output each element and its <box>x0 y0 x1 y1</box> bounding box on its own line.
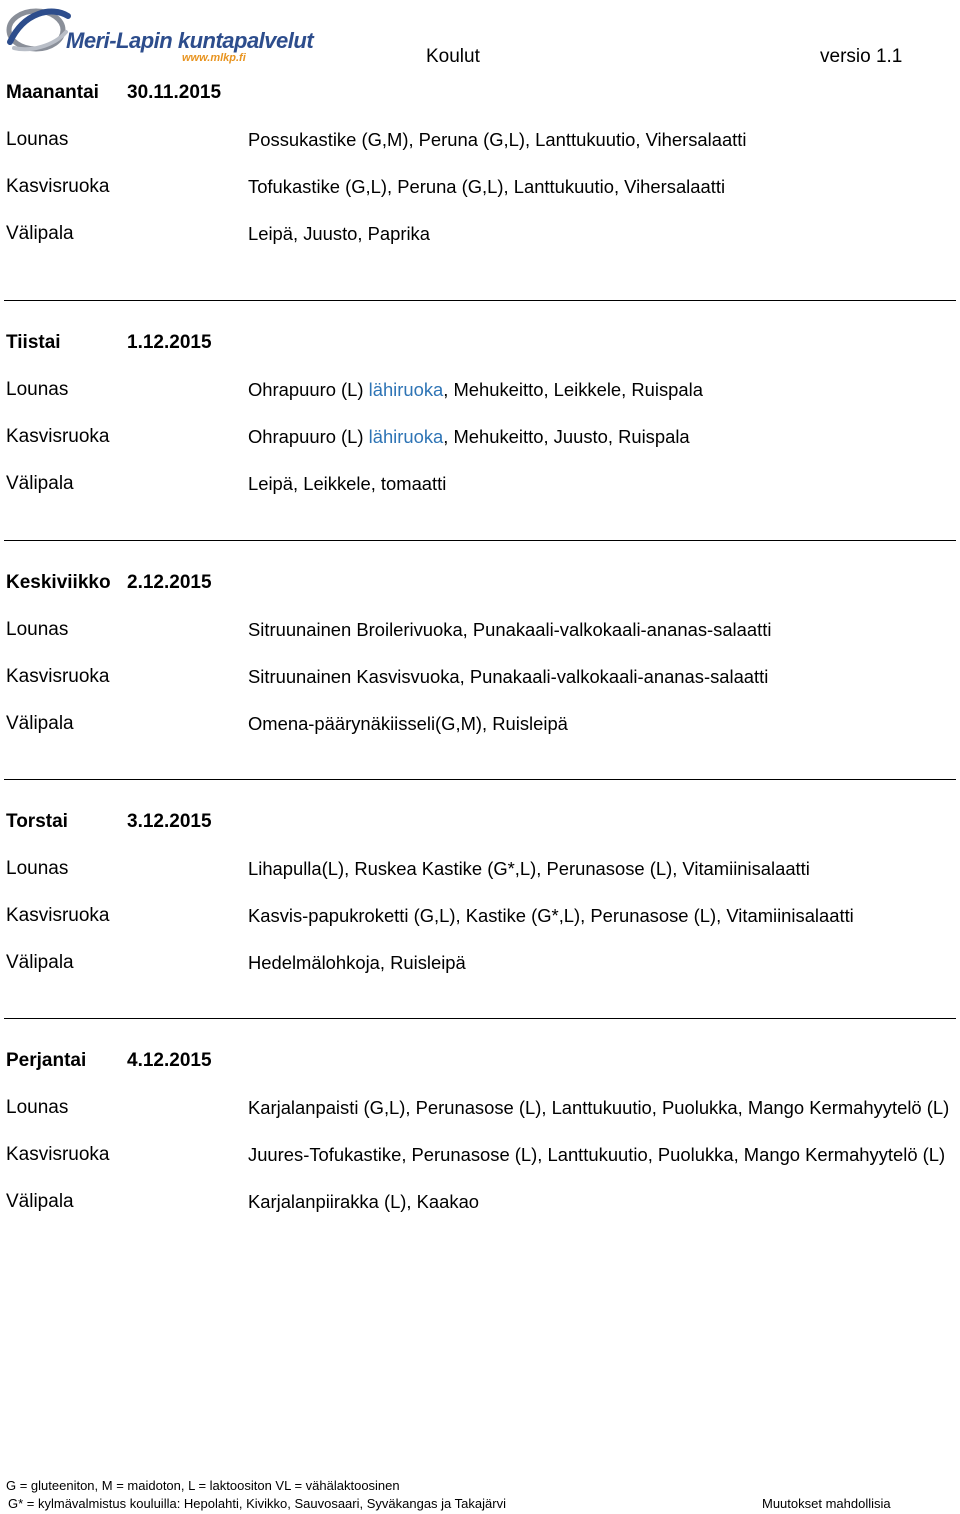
cold-prep-note: G* = kylmävalmistus kouluilla: Hepolahti, Kivikko, Sauvosaari, Syväkangas ja Takajärvi <box>8 1496 506 1511</box>
meal-label-lunch: Lounas <box>6 858 69 879</box>
divider <box>4 779 956 780</box>
day-name: Keskiviikko <box>6 572 111 593</box>
meal-label-lunch: Lounas <box>6 129 69 150</box>
meal-label-lunch: Lounas <box>6 1097 69 1118</box>
meal-menu-lunch: Karjalanpaisti (G,L), Perunasose (L), Lanttukuutio, Puolukka, Mango Kermahyytelö (L) <box>248 1097 950 1118</box>
logo-text: Meri-Lapin kuntapalvelut <box>66 28 314 53</box>
meal-label-vegetarian: Kasvisruoka <box>6 1144 110 1165</box>
meal-menu-lunch: Ohrapuuro (L) lähiruoka, Mehukeitto, Leikkele, Ruispala <box>248 379 703 400</box>
divider <box>4 540 956 541</box>
meal-menu-snack: Leipä, Leikkele, tomaatti <box>248 473 447 494</box>
allergen-legend: G = gluteeniton, M = maidoton, L = laktoositon VL = vähälaktoosinen <box>6 1478 400 1493</box>
company-logo <box>4 2 314 68</box>
day-date: 4.12.2015 <box>127 1050 212 1071</box>
meal-menu-snack: Hedelmälohkoja, Ruisleipä <box>248 952 466 973</box>
meal-label-vegetarian: Kasvisruoka <box>6 666 110 687</box>
day-date: 30.11.2015 <box>127 82 222 103</box>
version-label: versio 1.1 <box>820 46 903 67</box>
meal-label-vegetarian: Kasvisruoka <box>6 426 110 447</box>
meal-label-lunch: Lounas <box>6 379 69 400</box>
day-name: Maanantai <box>6 82 99 103</box>
day-name: Tiistai <box>6 332 61 353</box>
meal-menu-vegetarian: Ohrapuuro (L) lähiruoka, Mehukeitto, Juusto, Ruispala <box>248 426 690 447</box>
school-type-label: Koulut <box>426 46 480 67</box>
local-food-tag: lähiruoka <box>368 426 444 447</box>
changes-note: Muutokset mahdollisia <box>762 1496 891 1511</box>
day-date: 1.12.2015 <box>127 332 212 353</box>
meal-menu-snack: Leipä, Juusto, Paprika <box>248 223 430 244</box>
meal-menu-lunch: Sitruunainen Broilerivuoka, Punakaali-valkokaali-ananas-salaatti <box>248 619 772 640</box>
meal-label-vegetarian: Kasvisruoka <box>6 905 110 926</box>
meal-menu-snack: Omena-päärynäkiisseli(G,M), Ruisleipä <box>248 713 568 734</box>
day-name: Torstai <box>6 811 68 832</box>
day-date: 3.12.2015 <box>127 811 212 832</box>
meal-label-lunch: Lounas <box>6 619 69 640</box>
meal-label-snack: Välipala <box>6 713 74 734</box>
day-name: Perjantai <box>6 1050 87 1071</box>
meal-menu-vegetarian: Sitruunainen Kasvisvuoka, Punakaali-valkokaali-ananas-salaatti <box>248 666 769 687</box>
divider <box>4 1018 956 1019</box>
meal-menu-lunch: Possukastike (G,M), Peruna (G,L), Lanttukuutio, Vihersalaatti <box>248 129 747 150</box>
meal-label-snack: Välipala <box>6 473 74 494</box>
logo-swoosh-icon <box>4 2 74 64</box>
meal-label-vegetarian: Kasvisruoka <box>6 176 110 197</box>
meal-label-snack: Välipala <box>6 952 74 973</box>
meal-label-snack: Välipala <box>6 223 74 244</box>
meal-menu-vegetarian: Juures-Tofukastike, Perunasose (L), Lanttukuutio, Puolukka, Mango Kermahyytelö (L) <box>248 1144 946 1165</box>
meal-menu-vegetarian: Kasvis-papukroketti (G,L), Kastike (G*,L), Perunasose (L), Vitamiinisalaatti <box>248 905 854 926</box>
meal-menu-vegetarian: Tofukastike (G,L), Peruna (G,L), Lanttukuutio, Vihersalaatti <box>248 176 726 197</box>
meal-menu-lunch: Lihapulla(L), Ruskea Kastike (G*,L), Perunasose (L), Vitamiinisalaatti <box>248 858 810 879</box>
divider <box>4 300 956 301</box>
meal-label-snack: Välipala <box>6 1191 74 1212</box>
day-date: 2.12.2015 <box>127 572 212 593</box>
logo-url: www.mlkp.fi <box>182 52 246 64</box>
local-food-tag: lähiruoka <box>368 379 444 400</box>
meal-menu-snack: Karjalanpiirakka (L), Kaakao <box>248 1191 480 1212</box>
